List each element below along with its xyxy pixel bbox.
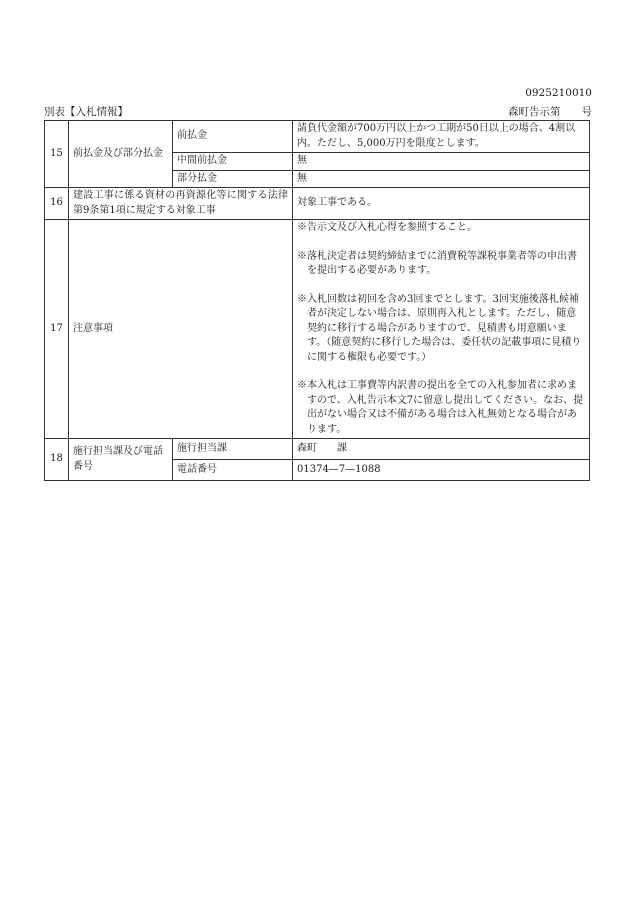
row-number: 17 — [45, 220, 69, 439]
row-number: 15 — [45, 121, 69, 188]
row-number: 18 — [45, 439, 69, 481]
note-item: ※告示文及び入札心得を参照すること。 — [297, 222, 477, 233]
item-label: 前払金及び部分払金 — [69, 121, 173, 188]
table-caption: 別表【入札情報】 — [44, 106, 128, 118]
sub-label: 電話番号 — [173, 460, 293, 481]
table-row-18 — [45, 439, 590, 460]
document-number: 0925210010 — [525, 87, 592, 99]
table-row-16 — [45, 188, 590, 220]
table-row-17 — [45, 220, 590, 439]
sub-label: 施行担当課 — [173, 439, 293, 460]
item-value: 対象工事である。 — [293, 188, 590, 220]
item-label: 施行担当課及び電話番号 — [69, 439, 173, 481]
note-item: ※入札回数は初回を含め3回までとします。3回実施後落札候補者が決定しない場合は、原則再入札とします。ただし、随意契約に移行する場合がありますので、見積書も用意願います。（随意契約に移行した場合は、委任状の記載事項に見積りに関する権限も必要です。） — [297, 293, 582, 363]
note-item: ※本入札は工事費等内訳書の提出を全ての入札参加者に求めますので、入札告示本文7に留意し提出してください。なお、提出がない場合又は不備がある場合は入札無効となる場合があります。 — [297, 380, 584, 435]
sub-label: 中間前払金 — [173, 153, 293, 171]
sub-label: 前払金 — [173, 121, 293, 153]
item-value: 森町 課 — [293, 439, 590, 460]
notes-cell — [293, 220, 590, 439]
table-row-15 — [45, 121, 590, 153]
item-label: 建設工事に係る資材の再資源化等に関する法律第9条第1項に規定する対象工事 — [69, 188, 293, 220]
note-item: ※落札決定者は契約締結までに消費税等課税事業者等の申出書を提出する必要があります。 — [297, 250, 577, 276]
item-value: 請負代金額が700万円以上かつ工期が50日以上の場合、4割以内。ただし、5,000万円を限度とします。 — [293, 121, 590, 153]
bid-info-table — [44, 120, 590, 481]
row-number: 16 — [45, 188, 69, 220]
sub-label: 部分払金 — [173, 170, 293, 188]
item-value: 無 — [293, 153, 590, 171]
item-value: 無 — [293, 170, 590, 188]
item-value: 01374—7—1088 — [293, 460, 590, 481]
notice-number: 森町告示第 号 — [508, 106, 592, 118]
item-label: 注意事項 — [69, 220, 293, 439]
